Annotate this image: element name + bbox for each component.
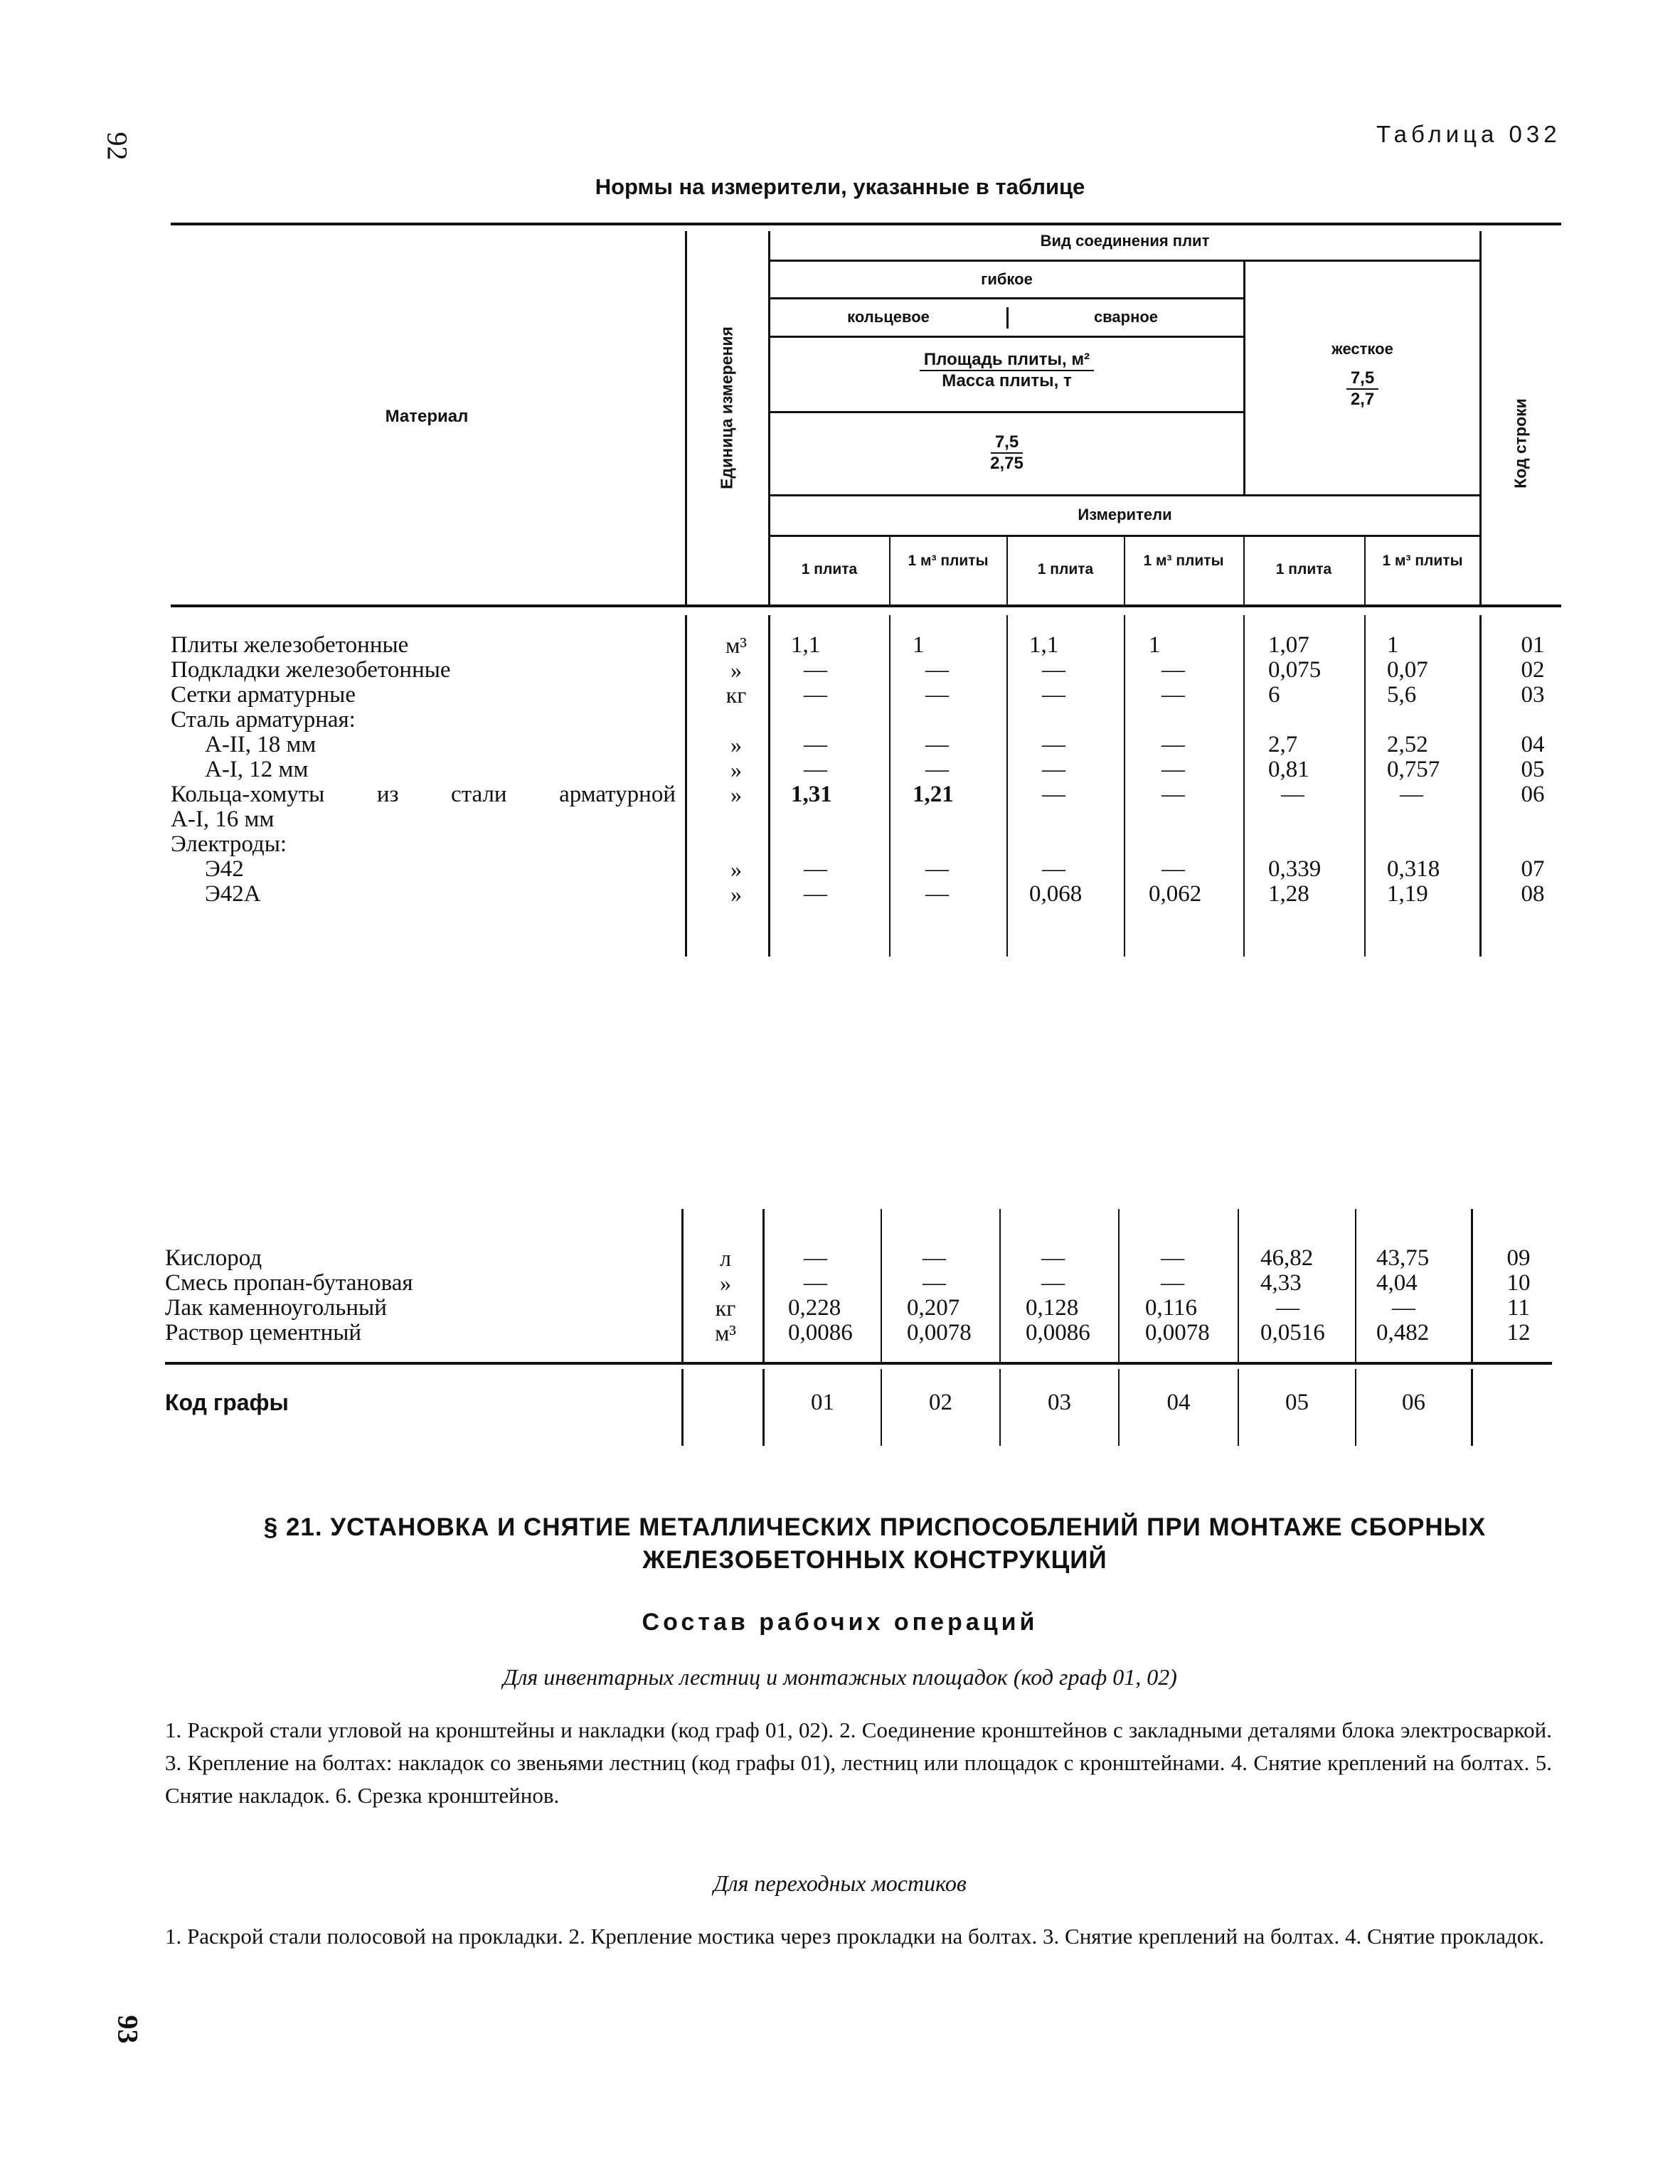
unit-cell: » <box>730 657 742 683</box>
value-cell: 0,81 <box>1268 757 1309 782</box>
value-cell: 1,19 <box>1387 881 1428 907</box>
header-flexible: гибкое <box>981 270 1033 288</box>
value-cell: 1,1 <box>1029 632 1059 658</box>
section-title-line-2: ЖЕЛЕЗОБЕТОННЫХ КОНСТРУКЦИЙ <box>642 1546 1107 1574</box>
value-cell: — <box>1161 682 1185 708</box>
row-code-cell: 08 <box>1521 881 1545 907</box>
material-cell: Сталь арматурная: <box>171 707 356 733</box>
value-cell: — <box>804 1270 827 1296</box>
row-code-cell: 07 <box>1521 856 1545 882</box>
value-cell: — <box>804 856 827 882</box>
value-cell: — <box>1042 757 1065 782</box>
value-cell: — <box>804 757 827 782</box>
header-meters: Измерители <box>1078 506 1172 523</box>
header-fraction-area-mass: Площадь плиты, м² Масса плиты, т <box>770 350 1243 391</box>
value-cell: 4,33 <box>1260 1270 1302 1296</box>
value-cell: 0,207 <box>907 1295 960 1321</box>
value-cell: — <box>923 1270 946 1296</box>
header-fraction-rigid: $\frac{7,5}{2,7}$ <box>1245 368 1479 410</box>
value-cell: 0,339 <box>1268 856 1322 882</box>
value-cell: 0,062 <box>1149 881 1202 907</box>
row-code-cell: 04 <box>1521 732 1545 757</box>
material-cell: Кольца-хомуты из стали арматурной <box>171 782 676 807</box>
section-title-line-1: § 21. УСТАНОВКА И СНЯТИЕ МЕТАЛЛИЧЕСКИХ ПРИСПОСОБЛЕНИЙ ПРИ МОНТАЖЕ СБОРНЫХ <box>263 1513 1487 1541</box>
value-cell: — <box>804 657 827 683</box>
unit-cell: » <box>730 757 742 782</box>
unit-cell: кг <box>725 682 747 708</box>
value-cell: 0,068 <box>1029 881 1083 907</box>
value-cell: 1 <box>1149 632 1161 658</box>
value-cell: — <box>1042 682 1065 708</box>
value-cell: — <box>1400 782 1423 807</box>
header-fraction-flexible: $\frac{7,5}{2,75}$ <box>990 432 1024 473</box>
value-cell: 0,228 <box>788 1295 841 1321</box>
row-code-cell: 03 <box>1521 682 1545 708</box>
value-cell: — <box>804 1245 827 1271</box>
graph-code-03: 03 <box>1048 1390 1071 1415</box>
value-cell: — <box>1042 732 1065 757</box>
material-cell: Электроды: <box>171 831 287 857</box>
value-cell: 1 <box>1387 632 1399 658</box>
header-rigid: жесткое <box>1331 340 1393 358</box>
material-cell: Э42 <box>205 856 244 882</box>
row-code-cell: 11 <box>1507 1295 1530 1321</box>
paragraph-ladders: 1. Раскрой стали угловой на кронштейны и накладки (код граф 01, 02). 2. Соединение кронштейнов с закладными деталями блока электросваркой. 3. Крепление на болтах: накладок со звеньями лестниц (код графы 01), лестниц или площадок с кронштейнами. 4. Снятие креплений на болтах. 5. Снятие накладок. 6. Срезка кронштейнов. <box>165 1717 1552 1808</box>
material-cell: Раствор цементный <box>165 1320 362 1346</box>
value-cell: — <box>1041 1270 1065 1296</box>
unit-cell: » <box>730 782 742 807</box>
value-cell: — <box>1161 1245 1184 1271</box>
material-cell: А-I, 16 мм <box>171 806 275 832</box>
material-cell: Лак каменноугольный <box>165 1295 387 1321</box>
value-cell: 4,04 <box>1376 1270 1418 1296</box>
unit-cell: кг <box>715 1295 736 1321</box>
row-code-cell: 06 <box>1521 782 1545 807</box>
header-material: Материал <box>385 407 469 426</box>
value-cell: 1,28 <box>1268 881 1309 907</box>
value-cell: — <box>925 682 949 708</box>
graph-code-02: 02 <box>929 1390 952 1415</box>
value-cell: — <box>923 1245 946 1271</box>
value-cell: — <box>925 856 949 882</box>
value-cell: 1,21 <box>913 782 954 807</box>
value-cell: 6 <box>1268 682 1280 708</box>
paragraph-bridges: 1. Раскрой стали полосовой на прокладки. 2. Крепление мостика через прокладки на болтах. 3. Снятие креплений на болтах. 4. Снятие прокладок. <box>165 1924 1545 1949</box>
header-row-code: Код строки <box>1511 398 1530 489</box>
header-welded: сварное <box>1093 308 1159 326</box>
material-cell: Смесь пропан-бутановая <box>165 1270 413 1296</box>
row-code-cell: 10 <box>1506 1270 1531 1296</box>
value-cell: — <box>1161 782 1185 807</box>
value-cell: — <box>925 657 949 683</box>
header-m5: 1 плита <box>1275 561 1332 577</box>
value-cell: — <box>1042 657 1065 683</box>
header-connection-type: Вид соединения плит <box>1040 232 1210 250</box>
header-m6: 1 м³ плиты <box>1382 553 1463 569</box>
unit-cell: л <box>720 1245 731 1271</box>
value-cell: 2,52 <box>1387 732 1428 757</box>
row-code-cell: 01 <box>1521 632 1545 658</box>
row-code-cell: 02 <box>1521 657 1545 683</box>
value-cell: 0,07 <box>1387 657 1428 683</box>
material-cell: Подкладки железобетонные <box>171 657 451 683</box>
unit-cell: » <box>730 856 742 882</box>
value-cell: — <box>1042 856 1065 882</box>
unit-cell: м³ <box>725 632 747 658</box>
row-code-cell: 09 <box>1506 1245 1531 1271</box>
page-number-top: 92 <box>101 132 134 161</box>
subheading-ladders: Для инвентарных лестниц и монтажных площадок (код граф 01, 02) <box>503 1664 1177 1690</box>
value-cell: 0,0078 <box>907 1320 972 1346</box>
value-cell: — <box>1041 1245 1065 1271</box>
norms-caption: Нормы на измерители, указанные в таблице <box>595 174 1085 199</box>
value-cell: 5,6 <box>1387 682 1417 708</box>
material-cell: А-II, 18 мм <box>205 732 317 757</box>
header-m3: 1 плита <box>1037 561 1094 577</box>
value-cell: — <box>1161 757 1185 782</box>
value-cell: 46,82 <box>1260 1245 1314 1271</box>
value-cell: 0,482 <box>1376 1320 1430 1346</box>
value-cell: 0,0516 <box>1260 1320 1325 1346</box>
header-m4: 1 м³ плиты <box>1143 553 1224 569</box>
graph-code-06: 06 <box>1402 1390 1425 1415</box>
header-m2: 1 м³ плиты <box>908 553 989 569</box>
value-cell: — <box>925 881 949 907</box>
unit-cell: » <box>720 1270 731 1296</box>
value-cell: 0,0078 <box>1145 1320 1210 1346</box>
material-cell: А-I, 12 мм <box>205 757 309 782</box>
value-cell: — <box>1281 782 1304 807</box>
value-cell: — <box>1392 1295 1415 1321</box>
header-ring: кольцевое <box>847 308 930 326</box>
material-cell: Э42А <box>205 881 261 907</box>
page-number-bottom: 93 <box>112 2015 144 2044</box>
row-code-cell: 12 <box>1506 1320 1531 1346</box>
graph-code-05: 05 <box>1285 1390 1309 1415</box>
value-cell: 0,0086 <box>1026 1320 1090 1346</box>
value-cell: 0,075 <box>1268 657 1322 683</box>
value-cell: — <box>1161 732 1185 757</box>
value-cell: 0,318 <box>1387 856 1440 882</box>
material-cell: Плиты железобетонные <box>171 632 409 658</box>
value-cell: — <box>804 682 827 708</box>
header-unit: Единица измерения <box>717 326 736 489</box>
graph-code-04: 04 <box>1166 1390 1191 1415</box>
value-cell: — <box>1276 1295 1299 1321</box>
value-cell: 1,07 <box>1268 632 1309 658</box>
graph-code-label: Код графы <box>165 1390 289 1415</box>
value-cell: 0,128 <box>1026 1295 1079 1321</box>
material-cell: Кислород <box>165 1245 262 1271</box>
graph-code-01: 01 <box>811 1390 834 1415</box>
value-cell: — <box>1161 856 1185 882</box>
unit-cell: » <box>730 732 742 757</box>
header-m1: 1 плита <box>801 561 858 577</box>
value-cell: — <box>804 881 827 907</box>
value-cell: — <box>1042 782 1065 807</box>
row-code-cell: 05 <box>1521 757 1545 782</box>
value-cell: 2,7 <box>1268 732 1298 757</box>
value-cell: 1 <box>913 632 925 658</box>
value-cell: 0,757 <box>1387 757 1440 782</box>
value-cell: — <box>1161 657 1185 683</box>
value-cell: — <box>804 732 827 757</box>
value-cell: 1,1 <box>791 632 821 658</box>
table-label: Таблица 032 <box>1376 121 1561 147</box>
unit-cell: » <box>730 881 742 907</box>
value-cell: — <box>925 757 949 782</box>
value-cell: 0,0086 <box>788 1320 853 1346</box>
value-cell: — <box>1161 1270 1184 1296</box>
value-cell: — <box>925 732 949 757</box>
section-title <box>199 1511 1551 1577</box>
unit-cell: м³ <box>715 1320 736 1346</box>
material-cell: Сетки арматурные <box>171 682 356 708</box>
value-cell: 0,116 <box>1145 1295 1198 1321</box>
value-cell: 43,75 <box>1376 1245 1430 1271</box>
subheading-bridges: Для переходных мостиков <box>713 1870 967 1896</box>
value-cell: 1,31 <box>791 782 832 807</box>
operations-title: Состав рабочих операций <box>642 1609 1038 1636</box>
